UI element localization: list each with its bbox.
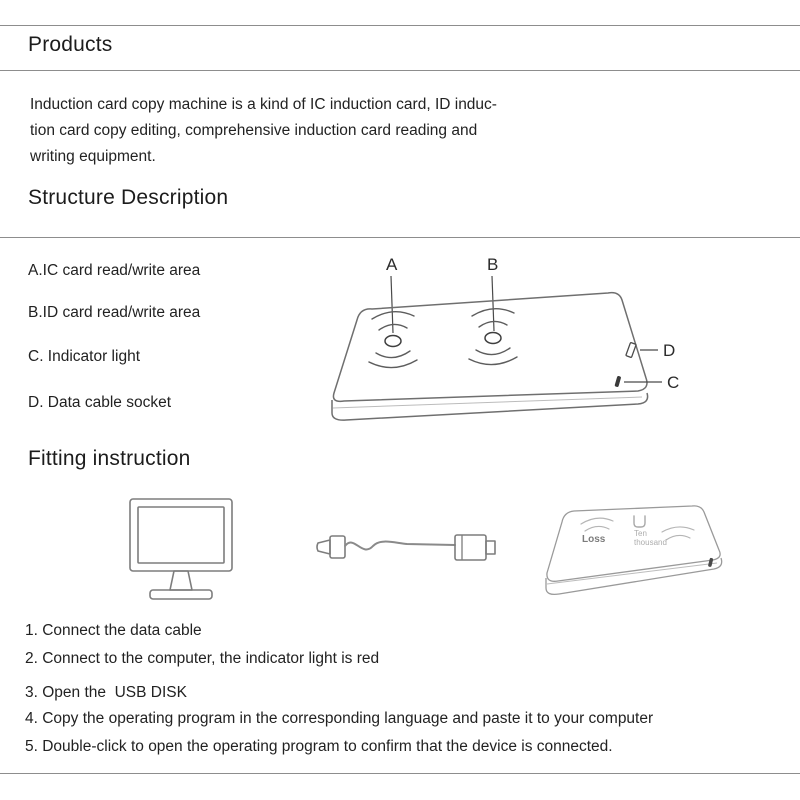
cable-wire [345,542,455,550]
reader-wave-icon [581,518,613,524]
callout-b-label: B [487,255,499,274]
reader-loss-label: Loss [582,534,606,545]
divider-top [0,25,800,26]
step-3: 3. Open the USB DISK [25,684,187,701]
divider-under-structure [0,237,800,238]
callout-b-line [492,276,494,331]
mini-usb-plug-tip [317,540,330,554]
usb-cable-icon [310,527,502,571]
divider-under-products [0,70,800,71]
divider-bottom [0,773,800,774]
id-wave-icon [479,321,507,327]
products-heading: Products [28,33,113,56]
id-wave-icon [469,357,517,365]
reader-side-face [546,558,722,594]
monitor-screen [138,507,224,563]
fitting-heading: Fitting instruction [28,447,191,470]
reader-u-mark [634,516,645,527]
id-wave-icon [476,348,510,355]
step-2: 2. Connect to the computer, the indicator light is red [25,650,380,667]
step-5: 5. Double-click to open the operating program to confirm that the device is connected. [25,738,613,755]
data-cable-socket-mark [626,342,636,357]
card-reader-icon [537,500,733,610]
reader-indicator-mark [708,558,714,568]
callout-c-label: C [667,373,680,392]
reader-ten-label: Ten [634,529,647,538]
step-1: 1. Connect the data cable [25,622,202,639]
description-line-3: writing equipment. [30,148,156,165]
monitor-frame [130,499,232,571]
feature-id-area: B.ID card read/write area [28,304,201,321]
reader-wave-icon [666,535,690,540]
reader-wave-icon [662,527,694,532]
structure-heading: Structure Description [28,186,229,209]
monitor-stand [170,571,192,590]
usb-a-plug-tip [486,541,495,554]
ic-wave-icon [369,360,417,368]
reader-wave-icon [585,526,609,531]
step-4: 4. Copy the operating program in the corresponding language and paste it to your computer [25,710,654,727]
feature-data-cable-socket: D. Data cable socket [28,394,172,411]
callout-a-label: A [386,255,398,274]
monitor-base [150,590,212,599]
ic-wave-icon [376,351,410,358]
reader-thousand-label: thousand [634,538,667,547]
id-sensor-spot [485,333,501,344]
callout-d-label: D [663,341,676,360]
ic-sensor-spot [385,336,401,347]
feature-indicator-light: C. Indicator light [28,348,140,365]
description-line-1: Induction card copy machine is a kind of IC induction card, ID induc- [30,96,497,113]
indicator-light-mark [614,376,621,388]
product-description [30,92,497,170]
reader-side-seam [547,563,717,584]
description-line-2: tion card copy editing, comprehensive induction card reading and [30,122,478,139]
usb-a-plug-body [455,535,486,560]
mini-usb-plug-body [330,536,345,558]
computer-monitor-icon [128,497,236,609]
card-reader-structure-illustration [320,250,790,450]
feature-ic-area: A.IC card read/write area [28,262,201,279]
